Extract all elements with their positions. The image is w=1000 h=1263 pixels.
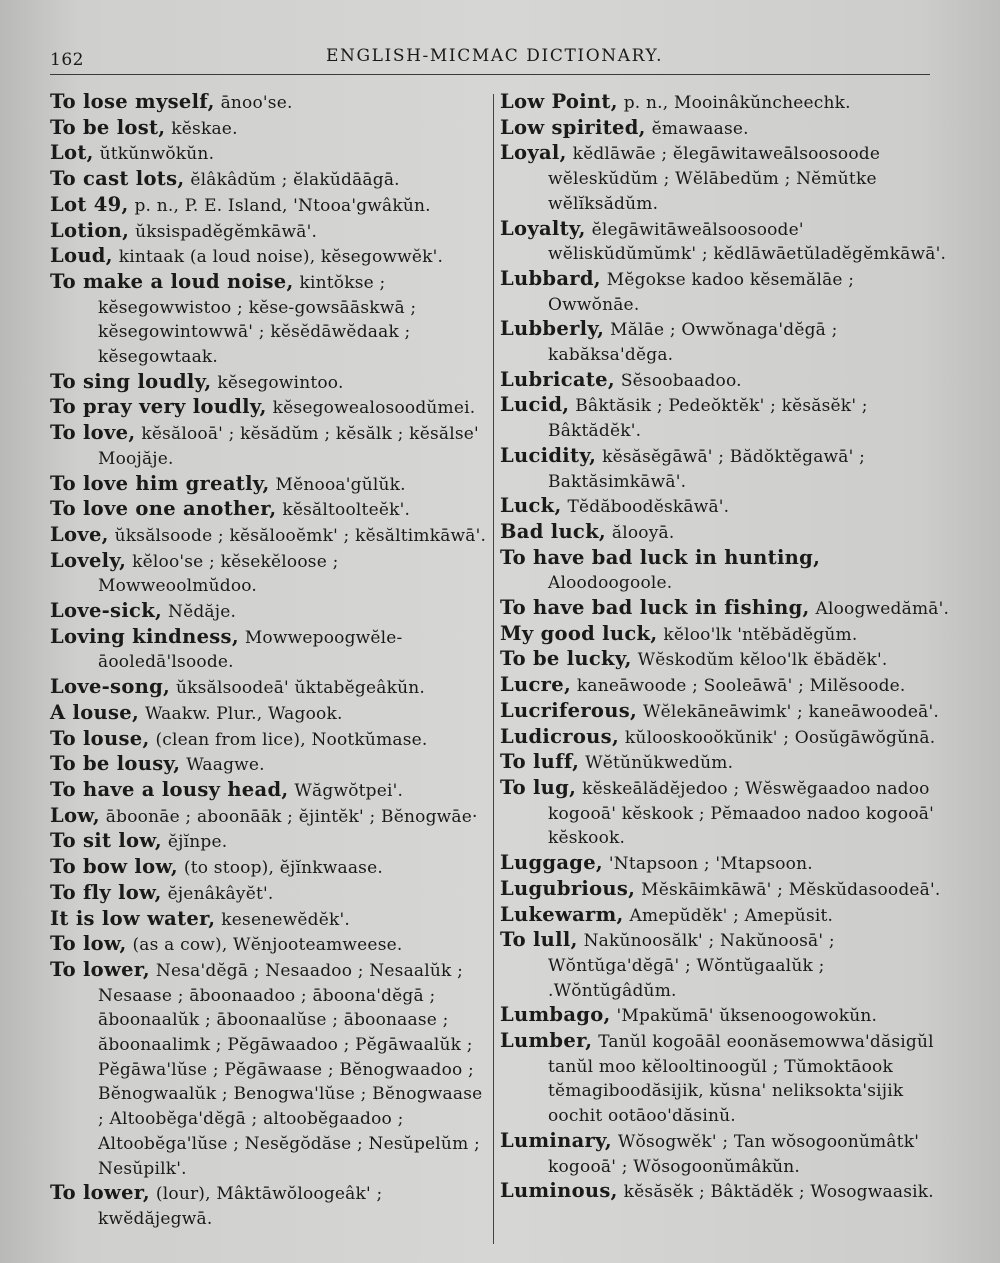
- dictionary-entry: [500, 928, 950, 1003]
- entry-definition: Waakw. Plur., Wagook.: [144, 703, 343, 724]
- entry-headword: To love,: [50, 421, 136, 445]
- entry-headword: Lucid,: [500, 393, 570, 417]
- entry-definition: kĕsăsĕk ; Bâktădĕk ; Wosogwaasik.: [623, 1182, 934, 1203]
- entry-definition: Aloodoogoole.: [548, 573, 673, 594]
- dictionary-entry: [500, 116, 950, 142]
- entry-definition: ĕjenâkâyĕt'.: [167, 883, 274, 904]
- dictionary-entry: [500, 368, 950, 394]
- right-column: [500, 90, 950, 1205]
- entry-definition: Bâktăsik ; Pedeŏktĕk' ; kĕsăsĕk' ; Bâktădĕk'.: [548, 396, 868, 442]
- entry-headword: To luff,: [500, 750, 580, 774]
- dictionary-entry: [50, 701, 492, 727]
- entry-headword: To lug,: [500, 775, 577, 799]
- entry-definition: Mĕgokse kadoo kĕsemălāe ; Owwŏnāe.: [548, 269, 855, 315]
- dictionary-entry: [50, 599, 492, 625]
- entry-definition: kintŏkse ; kĕsegowwistoo ; kĕse-gowsāāskwā ; kĕsegowintowwā' ; kĕsĕdāwĕdaak ; kĕsegowtaak.: [98, 272, 417, 368]
- entry-headword: To lower,: [50, 1181, 151, 1205]
- entry-headword: Lucre,: [500, 673, 572, 697]
- dictionary-entry: [50, 395, 492, 421]
- entry-headword: Low Point,: [500, 90, 618, 113]
- dictionary-entry: [50, 497, 492, 523]
- dictionary-entry: [50, 421, 492, 471]
- dictionary-entry: [500, 622, 950, 648]
- entry-definition: 'Mpakŭmā' ŭksenoogowokŭn.: [616, 1006, 878, 1027]
- entry-definition: kŭlooskooŏkŭnik' ; Oosŭgāwŏgŭnā.: [624, 727, 936, 748]
- entry-definition: p. n., P. E. Island, 'Ntooa'gwâkŭn.: [134, 195, 431, 216]
- dictionary-entry: [50, 472, 492, 498]
- entry-headword: To lower,: [50, 957, 151, 981]
- dictionary-entry: [500, 699, 950, 725]
- dictionary-entry: [500, 444, 950, 494]
- entry-headword: Lucidity,: [500, 443, 597, 467]
- entry-headword: To lull,: [500, 928, 578, 952]
- entry-definition: Sĕsoobaadoo.: [620, 370, 742, 391]
- dictionary-entry: [500, 90, 950, 116]
- entry-headword: Luminary,: [500, 1128, 612, 1152]
- dictionary-entry: [50, 804, 492, 830]
- entry-headword: To have bad luck in hunting,: [500, 545, 821, 569]
- entry-headword: Lubricate,: [500, 367, 615, 391]
- entry-definition: Tanŭl kogoāāl eoonăsemowwa'dăsigŭl tanŭl moo kĕlooltinoogŭl ; Tŭmoktāook tĕmagiboodăsijik, kŭsna' neliksokta'sijik oochit ootāoo'dăsinŭ.: [548, 1032, 934, 1127]
- dictionary-entry: [500, 1129, 950, 1179]
- entry-definition: kĕsălooā' ; kĕsădŭm ; kĕsălk ; kĕsălse' Moojăje.: [98, 424, 479, 469]
- entry-headword: To be lost,: [50, 115, 166, 139]
- entry-definition: kĕsăltoolteĕk'.: [282, 500, 411, 521]
- entry-definition: kĕskae.: [171, 118, 238, 139]
- entry-headword: Love-song,: [50, 675, 171, 699]
- entry-definition: Mowwepoogwĕle-āooledā'lsoode.: [98, 627, 403, 673]
- entry-definition: Mĕnooa'gŭlŭk.: [275, 474, 406, 495]
- entry-headword: Lucriferous,: [500, 698, 638, 722]
- entry-headword: To bow low,: [50, 855, 178, 879]
- entry-headword: Low spirited,: [500, 115, 646, 139]
- dictionary-entry: [500, 520, 950, 546]
- entry-headword: To have bad luck in fishing,: [500, 596, 810, 620]
- dictionary-entry: [50, 370, 492, 396]
- dictionary-entry: [50, 675, 492, 701]
- entry-headword: Loud,: [50, 244, 113, 268]
- dictionary-entry: [50, 193, 492, 219]
- dictionary-entry: [50, 244, 492, 270]
- entry-headword: Ludicrous,: [500, 724, 620, 748]
- entry-definition: (lour), Mâktāwŏloogeâk' ; kwĕdăjegwā.: [98, 1184, 383, 1229]
- dictionary-entry: [500, 903, 950, 929]
- entry-definition: ĕlegāwitāweālsoosoode' wĕliskŭdŭmŭmk' ; kĕdlāwāetŭladĕgĕmkāwā'.: [548, 219, 947, 265]
- running-title: ENGLISH-MICMAC DICTIONARY.: [326, 46, 664, 66]
- entry-headword: To sing loudly,: [50, 369, 212, 393]
- entry-headword: Luminous,: [500, 1179, 618, 1203]
- dictionary-entry: [500, 877, 950, 903]
- dictionary-entry: [50, 141, 492, 167]
- entry-headword: Loyalty,: [500, 216, 586, 240]
- dictionary-entry: [50, 1181, 492, 1231]
- dictionary-entry: [500, 647, 950, 673]
- entry-definition: Nakŭnoosălk' ; Nakŭnoosā' ; Wŏntŭga'dĕgā' ; Wŏntŭgaalŭk ; .Wŏntŭgâdŭm.: [548, 931, 835, 1001]
- entry-headword: Lubbard,: [500, 266, 601, 290]
- entry-headword: To be lousy,: [50, 752, 181, 776]
- entry-headword: Bad luck,: [500, 519, 606, 543]
- entry-headword: Love,: [50, 522, 109, 546]
- entry-definition: (to stoop), ĕjĭnkwaase.: [183, 858, 383, 879]
- entry-headword: A louse,: [50, 700, 140, 724]
- dictionary-entry: [500, 267, 950, 317]
- entry-headword: To be lucky,: [500, 647, 632, 671]
- dictionary-entry: [50, 829, 492, 855]
- entry-definition: ŭtkŭnwŏkŭn.: [99, 144, 215, 165]
- entry-headword: To fly low,: [50, 880, 162, 904]
- entry-headword: To louse,: [50, 726, 150, 750]
- entry-headword: Loyal,: [500, 141, 567, 165]
- entry-headword: Lubberly,: [500, 317, 605, 341]
- entry-definition: āboonāe ; aboonāāk ; ĕjintĕk' ; Bĕnogwāe·: [105, 806, 478, 827]
- entry-headword: It is low water,: [50, 906, 216, 930]
- entry-headword: To love him greatly,: [50, 471, 270, 495]
- entry-definition: Nĕdăje.: [168, 602, 237, 623]
- entry-definition: Nesa'dĕgā ; Nesaadoo ; Nesaalŭk ; Nesaase ; āboonaadoo ; āboona'dĕgā ; āboonaalŭk ; āboonaalŭse ; āboonaase ; ăboonaalimk ; Pĕgāwaadoo ; Pĕgāwaalŭk ; Pĕgāwa'lŭse ; Pĕgāwaase ; Bĕnogwaadoo ; Bĕnogwaalŭk ; Benogwa'lŭse ; Bĕnogwaase ; Altoobĕga'dĕgā ; altoobĕgaadoo ; Altoobĕga'lŭse ; Nesĕgŏdăse ; Nesŭpelŭm ; Nesŭpilk'.: [98, 960, 483, 1179]
- entry-definition: Wăgwŏtpei'.: [294, 780, 404, 801]
- entry-definition: Aloogwedămā'.: [815, 599, 950, 620]
- entry-definition: kintaak (a loud noise), kĕsegowwĕk'.: [118, 247, 444, 268]
- entry-headword: Lumber,: [500, 1029, 593, 1053]
- entry-definition: Wŏsogwĕk' ; Tan wŏsogoonŭmâtk' kogooā' ; Wŏsogoonŭmâkŭn.: [548, 1131, 920, 1177]
- dictionary-entry: [500, 776, 950, 851]
- entry-definition: Wĕtŭnŭkwedŭm.: [585, 753, 734, 774]
- entry-definition: kesenewĕdĕk'.: [221, 909, 350, 930]
- column-divider: [493, 94, 494, 1244]
- entry-definition: Mălāe ; Owwŏnaga'dĕgā ; kabăksa'dĕga.: [548, 320, 838, 366]
- left-column: [50, 90, 492, 1232]
- dictionary-entry: [50, 958, 492, 1181]
- dictionary-entry: [500, 750, 950, 776]
- entry-definition: ŭksispadĕgĕmkāwā'.: [135, 221, 318, 242]
- entry-definition: ălooyā.: [611, 522, 675, 543]
- entry-headword: Loving kindness,: [50, 624, 239, 648]
- entry-definition: Wĕskodŭm kĕloo'lk ĕbădĕk'.: [637, 650, 888, 671]
- entry-definition: ĕlâkâdŭm ; ĕlakŭdāāgā.: [190, 170, 400, 191]
- entry-definition: kĕsăsĕgāwā' ; Bădŏktĕgawā' ; Baktăsimkāwā'.: [548, 446, 866, 492]
- entry-headword: Lumbago,: [500, 1003, 611, 1027]
- entry-definition: kĕsegowealosoodŭmei.: [272, 398, 476, 419]
- entry-definition: ŭksălsoode ; kĕsălooĕmk' ; kĕsăltimkāwā'.: [114, 525, 487, 546]
- dictionary-entry: [50, 855, 492, 881]
- dictionary-entry: [500, 217, 950, 267]
- dictionary-entry: [500, 725, 950, 751]
- entry-definition: Tĕdăboodĕskāwā'.: [567, 497, 730, 518]
- dictionary-entry: [50, 167, 492, 193]
- dictionary-entry: [50, 116, 492, 142]
- dictionary-entry: [50, 907, 492, 933]
- entry-definition: kĕdlāwāe ; ĕlegāwitaweālsoosoode wĕleskŭdŭm ; Wĕlābedŭm ; Nĕmŭtke wĕlĭksădŭm.: [548, 144, 881, 214]
- entry-headword: To lose myself,: [50, 90, 215, 113]
- entry-headword: To have a lousy head,: [50, 777, 289, 801]
- entry-columns: [50, 90, 950, 1250]
- entry-headword: Lugubrious,: [500, 876, 636, 900]
- dictionary-entry: [50, 219, 492, 245]
- dictionary-entry: [500, 546, 950, 596]
- entry-headword: Luck,: [500, 494, 562, 518]
- dictionary-entry: [500, 494, 950, 520]
- entry-definition: kĕskeālădĕjedoo ; Wĕswĕgaadoo nadoo kogooā' kĕskook ; Pĕmaadoo nadoo kogooā' kĕskook.: [548, 778, 934, 849]
- entry-definition: Wĕlekāneāwimk' ; kaneāwoodeā'.: [642, 701, 939, 722]
- entry-headword: Love-sick,: [50, 599, 163, 623]
- dictionary-entry: [50, 625, 492, 675]
- entry-headword: Low,: [50, 803, 100, 827]
- dictionary-entry: [500, 596, 950, 622]
- entry-headword: Lovely,: [50, 548, 127, 572]
- dictionary-entry: [500, 393, 950, 443]
- entry-definition: kĕloo'lk 'ntĕbădĕgŭm.: [663, 624, 858, 645]
- entry-definition: 'Ntapsoon ; 'Mtapsoon.: [608, 854, 813, 875]
- page-number: 162: [50, 50, 84, 70]
- entry-definition: Mĕskāimkāwā' ; Mĕskŭdasoodeā'.: [641, 879, 941, 900]
- entry-definition: ŭksălsoodeā' ŭktabĕgeâkŭn.: [176, 678, 425, 699]
- dictionary-entry: [50, 752, 492, 778]
- entry-definition: (as a cow), Wĕnjooteamweese.: [132, 935, 403, 956]
- dictionary-entry: [50, 549, 492, 599]
- entry-headword: Luggage,: [500, 851, 604, 875]
- entry-headword: To make a loud noise,: [50, 269, 294, 293]
- dictionary-entry: [50, 881, 492, 907]
- dictionary-entry: [500, 1003, 950, 1029]
- entry-definition: ĕmawaase.: [651, 118, 749, 139]
- entry-headword: Lot 49,: [50, 192, 129, 216]
- entry-definition: (clean from lice), Nootkŭmase.: [155, 729, 428, 750]
- entry-definition: kĕloo'se ; kĕsekĕloose ; Mowweoolmŭdoo.: [98, 551, 339, 597]
- dictionary-entry: [500, 851, 950, 877]
- entry-headword: To pray very loudly,: [50, 395, 267, 419]
- dictionary-entry: [500, 1179, 950, 1205]
- entry-headword: To low,: [50, 932, 127, 956]
- entry-headword: Lotion,: [50, 218, 130, 242]
- entry-headword: To sit low,: [50, 829, 162, 853]
- header-rule: [50, 74, 930, 75]
- dictionary-entry: [500, 317, 950, 367]
- dictionary-entry: [50, 270, 492, 370]
- entry-definition: ĕjĭnpe.: [167, 832, 228, 853]
- dictionary-entry: [50, 90, 492, 116]
- entry-definition: kaneāwoode ; Sooleāwā' ; Milĕsoode.: [576, 676, 906, 697]
- entry-headword: My good luck,: [500, 621, 658, 645]
- dictionary-entry: [500, 1029, 950, 1129]
- entry-definition: ānoo'se.: [220, 93, 293, 113]
- entry-headword: To love one another,: [50, 497, 277, 521]
- entry-definition: kĕsegowintoo.: [217, 372, 344, 393]
- dictionary-entry: [500, 673, 950, 699]
- dictionary-entry: [50, 932, 492, 958]
- entry-headword: Lukewarm,: [500, 902, 624, 926]
- entry-definition: Amepŭdĕk' ; Amepŭsit.: [629, 905, 834, 926]
- entry-definition: p. n., Mooinâkŭncheechk.: [623, 93, 851, 113]
- entry-headword: To cast lots,: [50, 167, 185, 191]
- dictionary-entry: [500, 141, 950, 216]
- entry-headword: Lot,: [50, 141, 94, 165]
- dictionary-entry: [50, 727, 492, 753]
- dictionary-entry: [50, 523, 492, 549]
- page-header: [50, 44, 930, 72]
- dictionary-entry: [50, 778, 492, 804]
- entry-definition: Waagwe.: [186, 755, 265, 776]
